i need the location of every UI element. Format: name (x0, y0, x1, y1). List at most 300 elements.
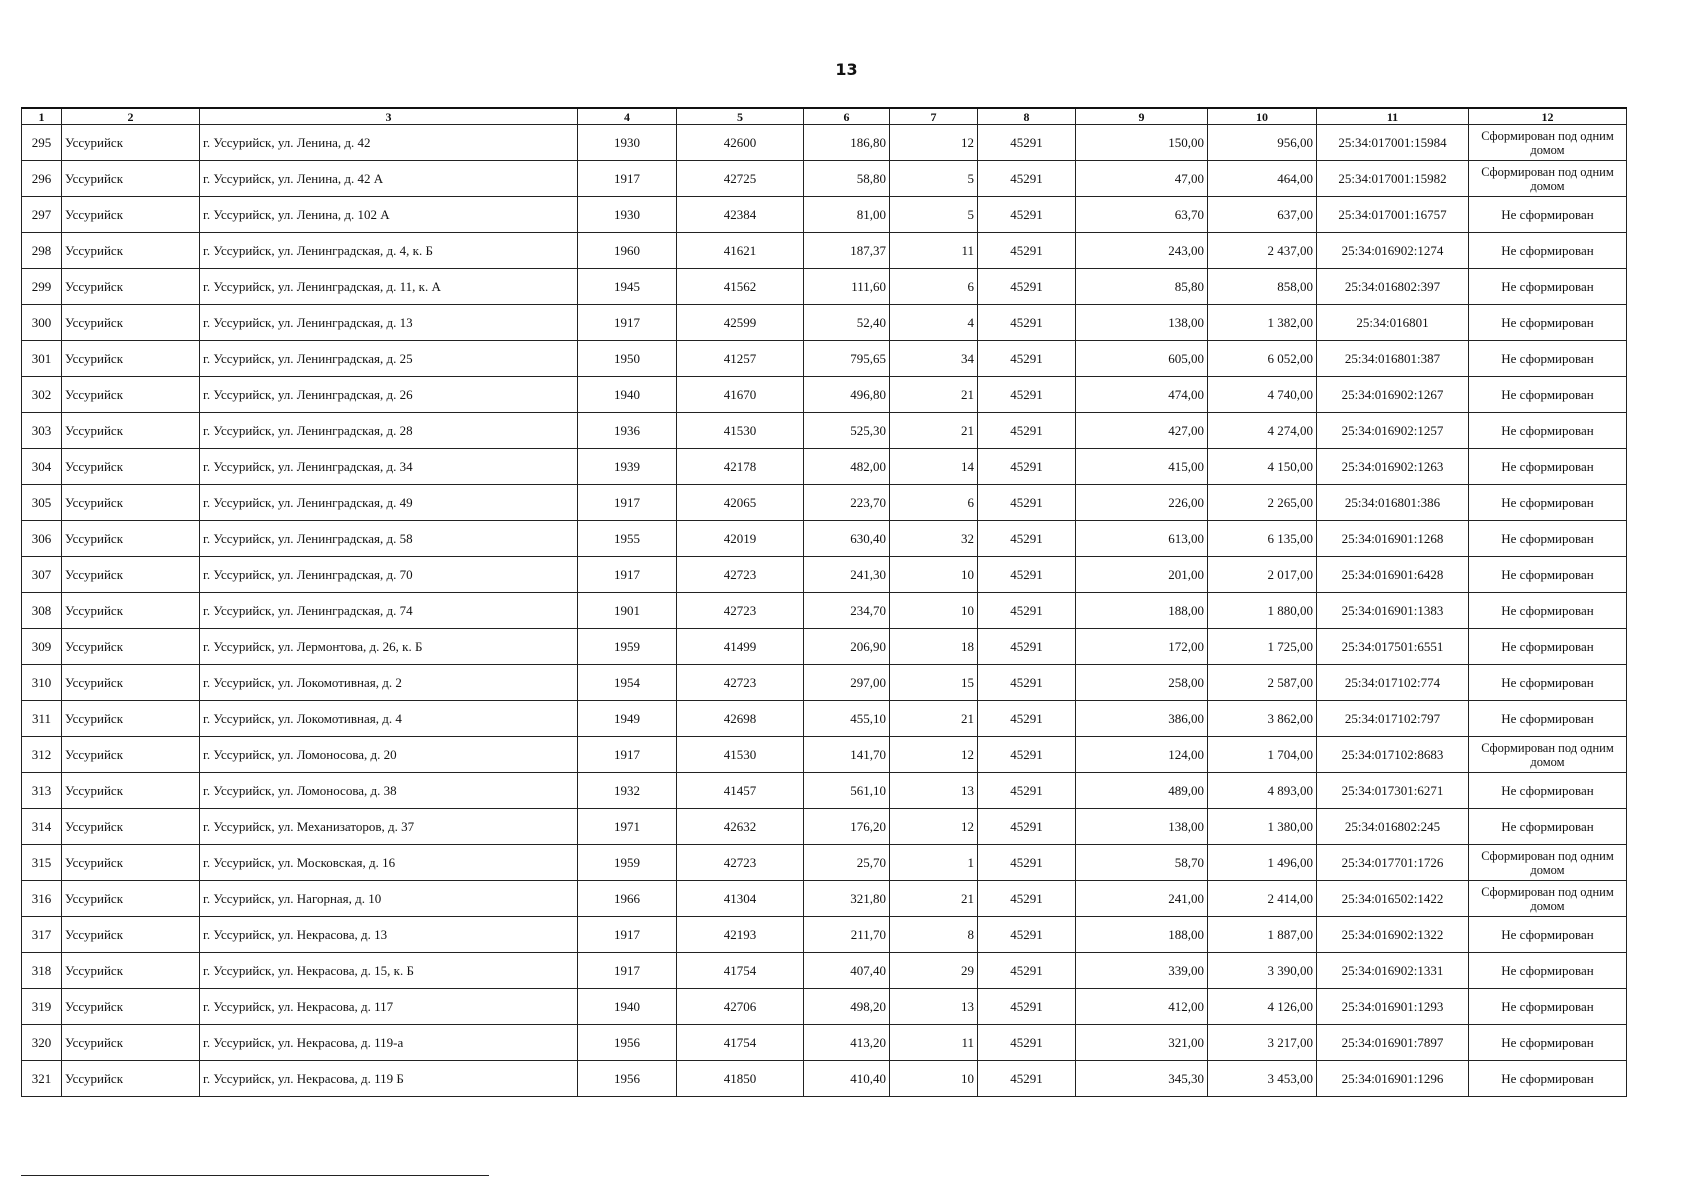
city-cell: Уссурийск (62, 449, 200, 485)
cadastral-number-cell: 25:34:017102:797 (1317, 701, 1469, 737)
value-col10-cell: 2 414,00 (1208, 881, 1317, 917)
city-cell: Уссурийск (62, 485, 200, 521)
column-header: 2 (62, 108, 200, 125)
count-cell: 15 (890, 665, 978, 701)
row-number-cell: 311 (22, 701, 62, 737)
row-number-cell: 306 (22, 521, 62, 557)
year-built-cell: 1959 (578, 629, 677, 665)
column-header: 1 (22, 108, 62, 125)
oktmo-code-cell: 45291 (978, 233, 1076, 269)
area-cell: 482,00 (804, 449, 890, 485)
count-cell: 12 (890, 737, 978, 773)
row-number-cell: 302 (22, 377, 62, 413)
value-col9-cell: 138,00 (1076, 809, 1208, 845)
column-header: 6 (804, 108, 890, 125)
column-header: 11 (1317, 108, 1469, 125)
value-col9-cell: 258,00 (1076, 665, 1208, 701)
land-status-cell: Не сформирован (1469, 269, 1627, 305)
land-status-cell: Не сформирован (1469, 197, 1627, 233)
value-col10-cell: 956,00 (1208, 125, 1317, 161)
city-cell: Уссурийск (62, 953, 200, 989)
cadastral-number-cell: 25:34:016801:387 (1317, 341, 1469, 377)
address-cell: г. Уссурийск, ул. Локомотивная, д. 2 (200, 665, 578, 701)
area-cell: 496,80 (804, 377, 890, 413)
city-cell: Уссурийск (62, 881, 200, 917)
code-cell: 42723 (677, 593, 804, 629)
cadastral-number-cell: 25:34:016901:6428 (1317, 557, 1469, 593)
column-header: 9 (1076, 108, 1208, 125)
oktmo-code-cell: 45291 (978, 341, 1076, 377)
code-cell: 41304 (677, 881, 804, 917)
row-number-cell: 304 (22, 449, 62, 485)
address-cell: г. Уссурийск, ул. Некрасова, д. 117 (200, 989, 578, 1025)
table-row (22, 593, 1627, 629)
oktmo-code-cell: 45291 (978, 881, 1076, 917)
year-built-cell: 1956 (578, 1061, 677, 1097)
value-col9-cell: 613,00 (1076, 521, 1208, 557)
row-number-cell: 308 (22, 593, 62, 629)
land-status-cell: Не сформирован (1469, 377, 1627, 413)
row-number-cell: 319 (22, 989, 62, 1025)
land-status-cell: Не сформирован (1469, 989, 1627, 1025)
year-built-cell: 1954 (578, 665, 677, 701)
year-built-cell: 1956 (578, 1025, 677, 1061)
row-number-cell: 307 (22, 557, 62, 593)
table-row (22, 953, 1627, 989)
land-status-cell: Сформирован под одним домом (1469, 161, 1627, 197)
code-cell: 42706 (677, 989, 804, 1025)
value-col10-cell: 3 390,00 (1208, 953, 1317, 989)
city-cell: Уссурийск (62, 809, 200, 845)
oktmo-code-cell: 45291 (978, 701, 1076, 737)
address-cell: г. Уссурийск, ул. Ленинградская, д. 26 (200, 377, 578, 413)
value-col9-cell: 345,30 (1076, 1061, 1208, 1097)
table-row (22, 773, 1627, 809)
value-col10-cell: 4 274,00 (1208, 413, 1317, 449)
area-cell: 176,20 (804, 809, 890, 845)
cadastral-number-cell: 25:34:016802:397 (1317, 269, 1469, 305)
cadastral-number-cell: 25:34:017102:8683 (1317, 737, 1469, 773)
oktmo-code-cell: 45291 (978, 521, 1076, 557)
row-number-cell: 321 (22, 1061, 62, 1097)
year-built-cell: 1971 (578, 809, 677, 845)
cadastral-number-cell: 25:34:016902:1274 (1317, 233, 1469, 269)
address-cell: г. Уссурийск, ул. Ленинградская, д. 28 (200, 413, 578, 449)
city-cell: Уссурийск (62, 377, 200, 413)
code-cell: 41257 (677, 341, 804, 377)
value-col10-cell: 637,00 (1208, 197, 1317, 233)
oktmo-code-cell: 45291 (978, 953, 1076, 989)
code-cell: 42193 (677, 917, 804, 953)
value-col10-cell: 6 052,00 (1208, 341, 1317, 377)
land-status-cell: Не сформирован (1469, 521, 1627, 557)
code-cell: 42384 (677, 197, 804, 233)
cadastral-number-cell: 25:34:016902:1263 (1317, 449, 1469, 485)
row-number-cell: 300 (22, 305, 62, 341)
city-cell: Уссурийск (62, 413, 200, 449)
row-number-cell: 312 (22, 737, 62, 773)
cadastral-number-cell: 25:34:017001:15982 (1317, 161, 1469, 197)
city-cell: Уссурийск (62, 269, 200, 305)
count-cell: 18 (890, 629, 978, 665)
city-cell: Уссурийск (62, 665, 200, 701)
address-cell: г. Уссурийск, ул. Московская, д. 16 (200, 845, 578, 881)
cadastral-number-cell: 25:34:017001:15984 (1317, 125, 1469, 161)
value-col10-cell: 3 862,00 (1208, 701, 1317, 737)
row-number-cell: 295 (22, 125, 62, 161)
column-header: 3 (200, 108, 578, 125)
cadastral-number-cell: 25:34:017301:6271 (1317, 773, 1469, 809)
table-row (22, 485, 1627, 521)
column-header: 10 (1208, 108, 1317, 125)
year-built-cell: 1917 (578, 953, 677, 989)
value-col9-cell: 241,00 (1076, 881, 1208, 917)
row-number-cell: 316 (22, 881, 62, 917)
area-cell: 525,30 (804, 413, 890, 449)
address-cell: г. Уссурийск, ул. Локомотивная, д. 4 (200, 701, 578, 737)
code-cell: 41530 (677, 413, 804, 449)
count-cell: 21 (890, 413, 978, 449)
value-col9-cell: 188,00 (1076, 593, 1208, 629)
value-col10-cell: 4 740,00 (1208, 377, 1317, 413)
year-built-cell: 1940 (578, 989, 677, 1025)
value-col9-cell: 474,00 (1076, 377, 1208, 413)
address-cell: г. Уссурийск, ул. Ленинградская, д. 49 (200, 485, 578, 521)
code-cell: 42723 (677, 845, 804, 881)
oktmo-code-cell: 45291 (978, 1061, 1076, 1097)
land-status-cell: Не сформирован (1469, 809, 1627, 845)
row-number-cell: 318 (22, 953, 62, 989)
area-cell: 206,90 (804, 629, 890, 665)
table-row (22, 125, 1627, 161)
address-cell: г. Уссурийск, ул. Ленинградская, д. 13 (200, 305, 578, 341)
year-built-cell: 1917 (578, 917, 677, 953)
city-cell: Уссурийск (62, 233, 200, 269)
area-cell: 498,20 (804, 989, 890, 1025)
table-row (22, 197, 1627, 233)
value-col9-cell: 386,00 (1076, 701, 1208, 737)
count-cell: 21 (890, 701, 978, 737)
table-row (22, 737, 1627, 773)
oktmo-code-cell: 45291 (978, 557, 1076, 593)
table-row (22, 341, 1627, 377)
city-cell: Уссурийск (62, 305, 200, 341)
year-built-cell: 1949 (578, 701, 677, 737)
value-col10-cell: 1 725,00 (1208, 629, 1317, 665)
count-cell: 4 (890, 305, 978, 341)
land-status-cell: Не сформирован (1469, 773, 1627, 809)
address-cell: г. Уссурийск, ул. Ломоносова, д. 38 (200, 773, 578, 809)
value-col10-cell: 2 587,00 (1208, 665, 1317, 701)
table-row (22, 701, 1627, 737)
code-cell: 42632 (677, 809, 804, 845)
count-cell: 13 (890, 989, 978, 1025)
area-cell: 561,10 (804, 773, 890, 809)
year-built-cell: 1945 (578, 269, 677, 305)
area-cell: 410,40 (804, 1061, 890, 1097)
count-cell: 11 (890, 1025, 978, 1061)
land-status-cell: Не сформирован (1469, 1025, 1627, 1061)
address-cell: г. Уссурийск, ул. Ломоносова, д. 20 (200, 737, 578, 773)
address-cell: г. Уссурийск, ул. Ленина, д. 42 А (200, 161, 578, 197)
area-cell: 407,40 (804, 953, 890, 989)
oktmo-code-cell: 45291 (978, 161, 1076, 197)
oktmo-code-cell: 45291 (978, 1025, 1076, 1061)
city-cell: Уссурийск (62, 125, 200, 161)
code-cell: 42178 (677, 449, 804, 485)
land-status-cell: Сформирован под одним домом (1469, 845, 1627, 881)
value-col10-cell: 858,00 (1208, 269, 1317, 305)
value-col10-cell: 3 217,00 (1208, 1025, 1317, 1061)
land-status-cell: Не сформирован (1469, 629, 1627, 665)
oktmo-code-cell: 45291 (978, 269, 1076, 305)
year-built-cell: 1950 (578, 341, 677, 377)
page-number: 13 (835, 60, 858, 79)
code-cell: 42599 (677, 305, 804, 341)
oktmo-code-cell: 45291 (978, 593, 1076, 629)
year-built-cell: 1940 (578, 377, 677, 413)
area-cell: 25,70 (804, 845, 890, 881)
table-row (22, 917, 1627, 953)
row-number-cell: 298 (22, 233, 62, 269)
count-cell: 8 (890, 917, 978, 953)
row-number-cell: 315 (22, 845, 62, 881)
address-cell: г. Уссурийск, ул. Ленинградская, д. 74 (200, 593, 578, 629)
year-built-cell: 1917 (578, 737, 677, 773)
area-cell: 297,00 (804, 665, 890, 701)
land-status-cell: Не сформирован (1469, 341, 1627, 377)
row-number-cell: 299 (22, 269, 62, 305)
area-cell: 413,20 (804, 1025, 890, 1061)
city-cell: Уссурийск (62, 161, 200, 197)
value-col10-cell: 1 496,00 (1208, 845, 1317, 881)
count-cell: 11 (890, 233, 978, 269)
value-col9-cell: 188,00 (1076, 917, 1208, 953)
area-cell: 321,80 (804, 881, 890, 917)
count-cell: 1 (890, 845, 978, 881)
cadastral-number-cell: 25:34:016902:1331 (1317, 953, 1469, 989)
address-cell: г. Уссурийск, ул. Ленинградская, д. 70 (200, 557, 578, 593)
oktmo-code-cell: 45291 (978, 773, 1076, 809)
code-cell: 42019 (677, 521, 804, 557)
address-cell: г. Уссурийск, ул. Нагорная, д. 10 (200, 881, 578, 917)
table-row (22, 1061, 1627, 1097)
year-built-cell: 1917 (578, 485, 677, 521)
cadastral-number-cell: 25:34:016902:1267 (1317, 377, 1469, 413)
code-cell: 42698 (677, 701, 804, 737)
area-cell: 187,37 (804, 233, 890, 269)
table-row (22, 521, 1627, 557)
row-number-cell: 313 (22, 773, 62, 809)
land-status-cell: Не сформирован (1469, 413, 1627, 449)
table-row (22, 665, 1627, 701)
count-cell: 21 (890, 881, 978, 917)
table-row (22, 377, 1627, 413)
land-status-cell: Не сформирован (1469, 593, 1627, 629)
row-number-cell: 310 (22, 665, 62, 701)
cadastral-number-cell: 25:34:017102:774 (1317, 665, 1469, 701)
value-col9-cell: 427,00 (1076, 413, 1208, 449)
land-status-cell: Не сформирован (1469, 701, 1627, 737)
area-cell: 630,40 (804, 521, 890, 557)
count-cell: 13 (890, 773, 978, 809)
land-status-cell: Сформирован под одним домом (1469, 125, 1627, 161)
code-cell: 41670 (677, 377, 804, 413)
value-col9-cell: 605,00 (1076, 341, 1208, 377)
row-number-cell: 303 (22, 413, 62, 449)
year-built-cell: 1955 (578, 521, 677, 557)
value-col10-cell: 464,00 (1208, 161, 1317, 197)
oktmo-code-cell: 45291 (978, 845, 1076, 881)
address-cell: г. Уссурийск, ул. Некрасова, д. 15, к. Б (200, 953, 578, 989)
count-cell: 10 (890, 557, 978, 593)
column-header: 12 (1469, 108, 1627, 125)
count-cell: 34 (890, 341, 978, 377)
cadastral-number-cell: 25:34:016901:1268 (1317, 521, 1469, 557)
value-col9-cell: 201,00 (1076, 557, 1208, 593)
column-header: 7 (890, 108, 978, 125)
table-row (22, 449, 1627, 485)
land-status-cell: Не сформирован (1469, 305, 1627, 341)
count-cell: 12 (890, 809, 978, 845)
cadastral-number-cell: 25:34:016901:7897 (1317, 1025, 1469, 1061)
cadastral-number-cell: 25:34:017001:16757 (1317, 197, 1469, 233)
table-row (22, 881, 1627, 917)
value-col9-cell: 412,00 (1076, 989, 1208, 1025)
land-status-cell: Не сформирован (1469, 485, 1627, 521)
value-col10-cell: 4 150,00 (1208, 449, 1317, 485)
table-body (22, 125, 1627, 1097)
code-cell: 42723 (677, 557, 804, 593)
table-row (22, 269, 1627, 305)
count-cell: 5 (890, 161, 978, 197)
address-cell: г. Уссурийск, ул. Ленинградская, д. 25 (200, 341, 578, 377)
code-cell: 41850 (677, 1061, 804, 1097)
cadastral-number-cell: 25:34:016901:1296 (1317, 1061, 1469, 1097)
value-col10-cell: 2 017,00 (1208, 557, 1317, 593)
address-cell: г. Уссурийск, ул. Ленина, д. 102 А (200, 197, 578, 233)
oktmo-code-cell: 45291 (978, 629, 1076, 665)
value-col9-cell: 47,00 (1076, 161, 1208, 197)
year-built-cell: 1960 (578, 233, 677, 269)
land-status-cell: Сформирован под одним домом (1469, 881, 1627, 917)
cadastral-number-cell: 25:34:016902:1257 (1317, 413, 1469, 449)
code-cell: 41754 (677, 1025, 804, 1061)
city-cell: Уссурийск (62, 773, 200, 809)
city-cell: Уссурийск (62, 1025, 200, 1061)
column-header: 4 (578, 108, 677, 125)
cadastral-number-cell: 25:34:016801:386 (1317, 485, 1469, 521)
city-cell: Уссурийск (62, 197, 200, 233)
code-cell: 42723 (677, 665, 804, 701)
footnote-separator (21, 1175, 489, 1176)
address-cell: г. Уссурийск, ул. Механизаторов, д. 37 (200, 809, 578, 845)
value-col10-cell: 1 704,00 (1208, 737, 1317, 773)
value-col10-cell: 1 880,00 (1208, 593, 1317, 629)
value-col9-cell: 150,00 (1076, 125, 1208, 161)
value-col9-cell: 226,00 (1076, 485, 1208, 521)
count-cell: 5 (890, 197, 978, 233)
column-number-row (22, 108, 1627, 125)
table-row (22, 845, 1627, 881)
city-cell: Уссурийск (62, 341, 200, 377)
address-cell: г. Уссурийск, ул. Ленина, д. 42 (200, 125, 578, 161)
land-status-cell: Не сформирован (1469, 449, 1627, 485)
value-col10-cell: 4 893,00 (1208, 773, 1317, 809)
cadastral-number-cell: 25:34:016802:245 (1317, 809, 1469, 845)
area-cell: 795,65 (804, 341, 890, 377)
cadastral-number-cell: 25:34:016502:1422 (1317, 881, 1469, 917)
city-cell: Уссурийск (62, 557, 200, 593)
city-cell: Уссурийск (62, 629, 200, 665)
area-cell: 58,80 (804, 161, 890, 197)
code-cell: 41621 (677, 233, 804, 269)
code-cell: 41499 (677, 629, 804, 665)
area-cell: 111,60 (804, 269, 890, 305)
address-cell: г. Уссурийск, ул. Лермонтова, д. 26, к. Б (200, 629, 578, 665)
count-cell: 29 (890, 953, 978, 989)
address-cell: г. Уссурийск, ул. Некрасова, д. 119-а (200, 1025, 578, 1061)
code-cell: 41754 (677, 953, 804, 989)
address-cell: г. Уссурийск, ул. Ленинградская, д. 34 (200, 449, 578, 485)
value-col9-cell: 321,00 (1076, 1025, 1208, 1061)
value-col10-cell: 1 382,00 (1208, 305, 1317, 341)
value-col9-cell: 489,00 (1076, 773, 1208, 809)
count-cell: 14 (890, 449, 978, 485)
land-status-cell: Не сформирован (1469, 233, 1627, 269)
table-row (22, 989, 1627, 1025)
column-header: 5 (677, 108, 804, 125)
area-cell: 81,00 (804, 197, 890, 233)
row-number-cell: 309 (22, 629, 62, 665)
value-col10-cell: 1 887,00 (1208, 917, 1317, 953)
city-cell: Уссурийск (62, 737, 200, 773)
year-built-cell: 1917 (578, 161, 677, 197)
land-status-cell: Не сформирован (1469, 665, 1627, 701)
year-built-cell: 1917 (578, 557, 677, 593)
address-cell: г. Уссурийск, ул. Ленинградская, д. 4, к. Б (200, 233, 578, 269)
oktmo-code-cell: 45291 (978, 413, 1076, 449)
oktmo-code-cell: 45291 (978, 377, 1076, 413)
row-number-cell: 314 (22, 809, 62, 845)
city-cell: Уссурийск (62, 989, 200, 1025)
city-cell: Уссурийск (62, 1061, 200, 1097)
area-cell: 223,70 (804, 485, 890, 521)
area-cell: 455,10 (804, 701, 890, 737)
value-col10-cell: 1 380,00 (1208, 809, 1317, 845)
code-cell: 42065 (677, 485, 804, 521)
oktmo-code-cell: 45291 (978, 485, 1076, 521)
table-row (22, 809, 1627, 845)
city-cell: Уссурийск (62, 521, 200, 557)
city-cell: Уссурийск (62, 701, 200, 737)
oktmo-code-cell: 45291 (978, 917, 1076, 953)
cadastral-number-cell: 25:34:016902:1322 (1317, 917, 1469, 953)
value-col9-cell: 172,00 (1076, 629, 1208, 665)
land-status-cell: Не сформирован (1469, 1061, 1627, 1097)
year-built-cell: 1901 (578, 593, 677, 629)
value-col9-cell: 339,00 (1076, 953, 1208, 989)
area-cell: 211,70 (804, 917, 890, 953)
value-col9-cell: 243,00 (1076, 233, 1208, 269)
area-cell: 141,70 (804, 737, 890, 773)
value-col9-cell: 63,70 (1076, 197, 1208, 233)
table-row (22, 629, 1627, 665)
table-row (22, 1025, 1627, 1061)
table-row (22, 161, 1627, 197)
row-number-cell: 317 (22, 917, 62, 953)
column-header: 8 (978, 108, 1076, 125)
